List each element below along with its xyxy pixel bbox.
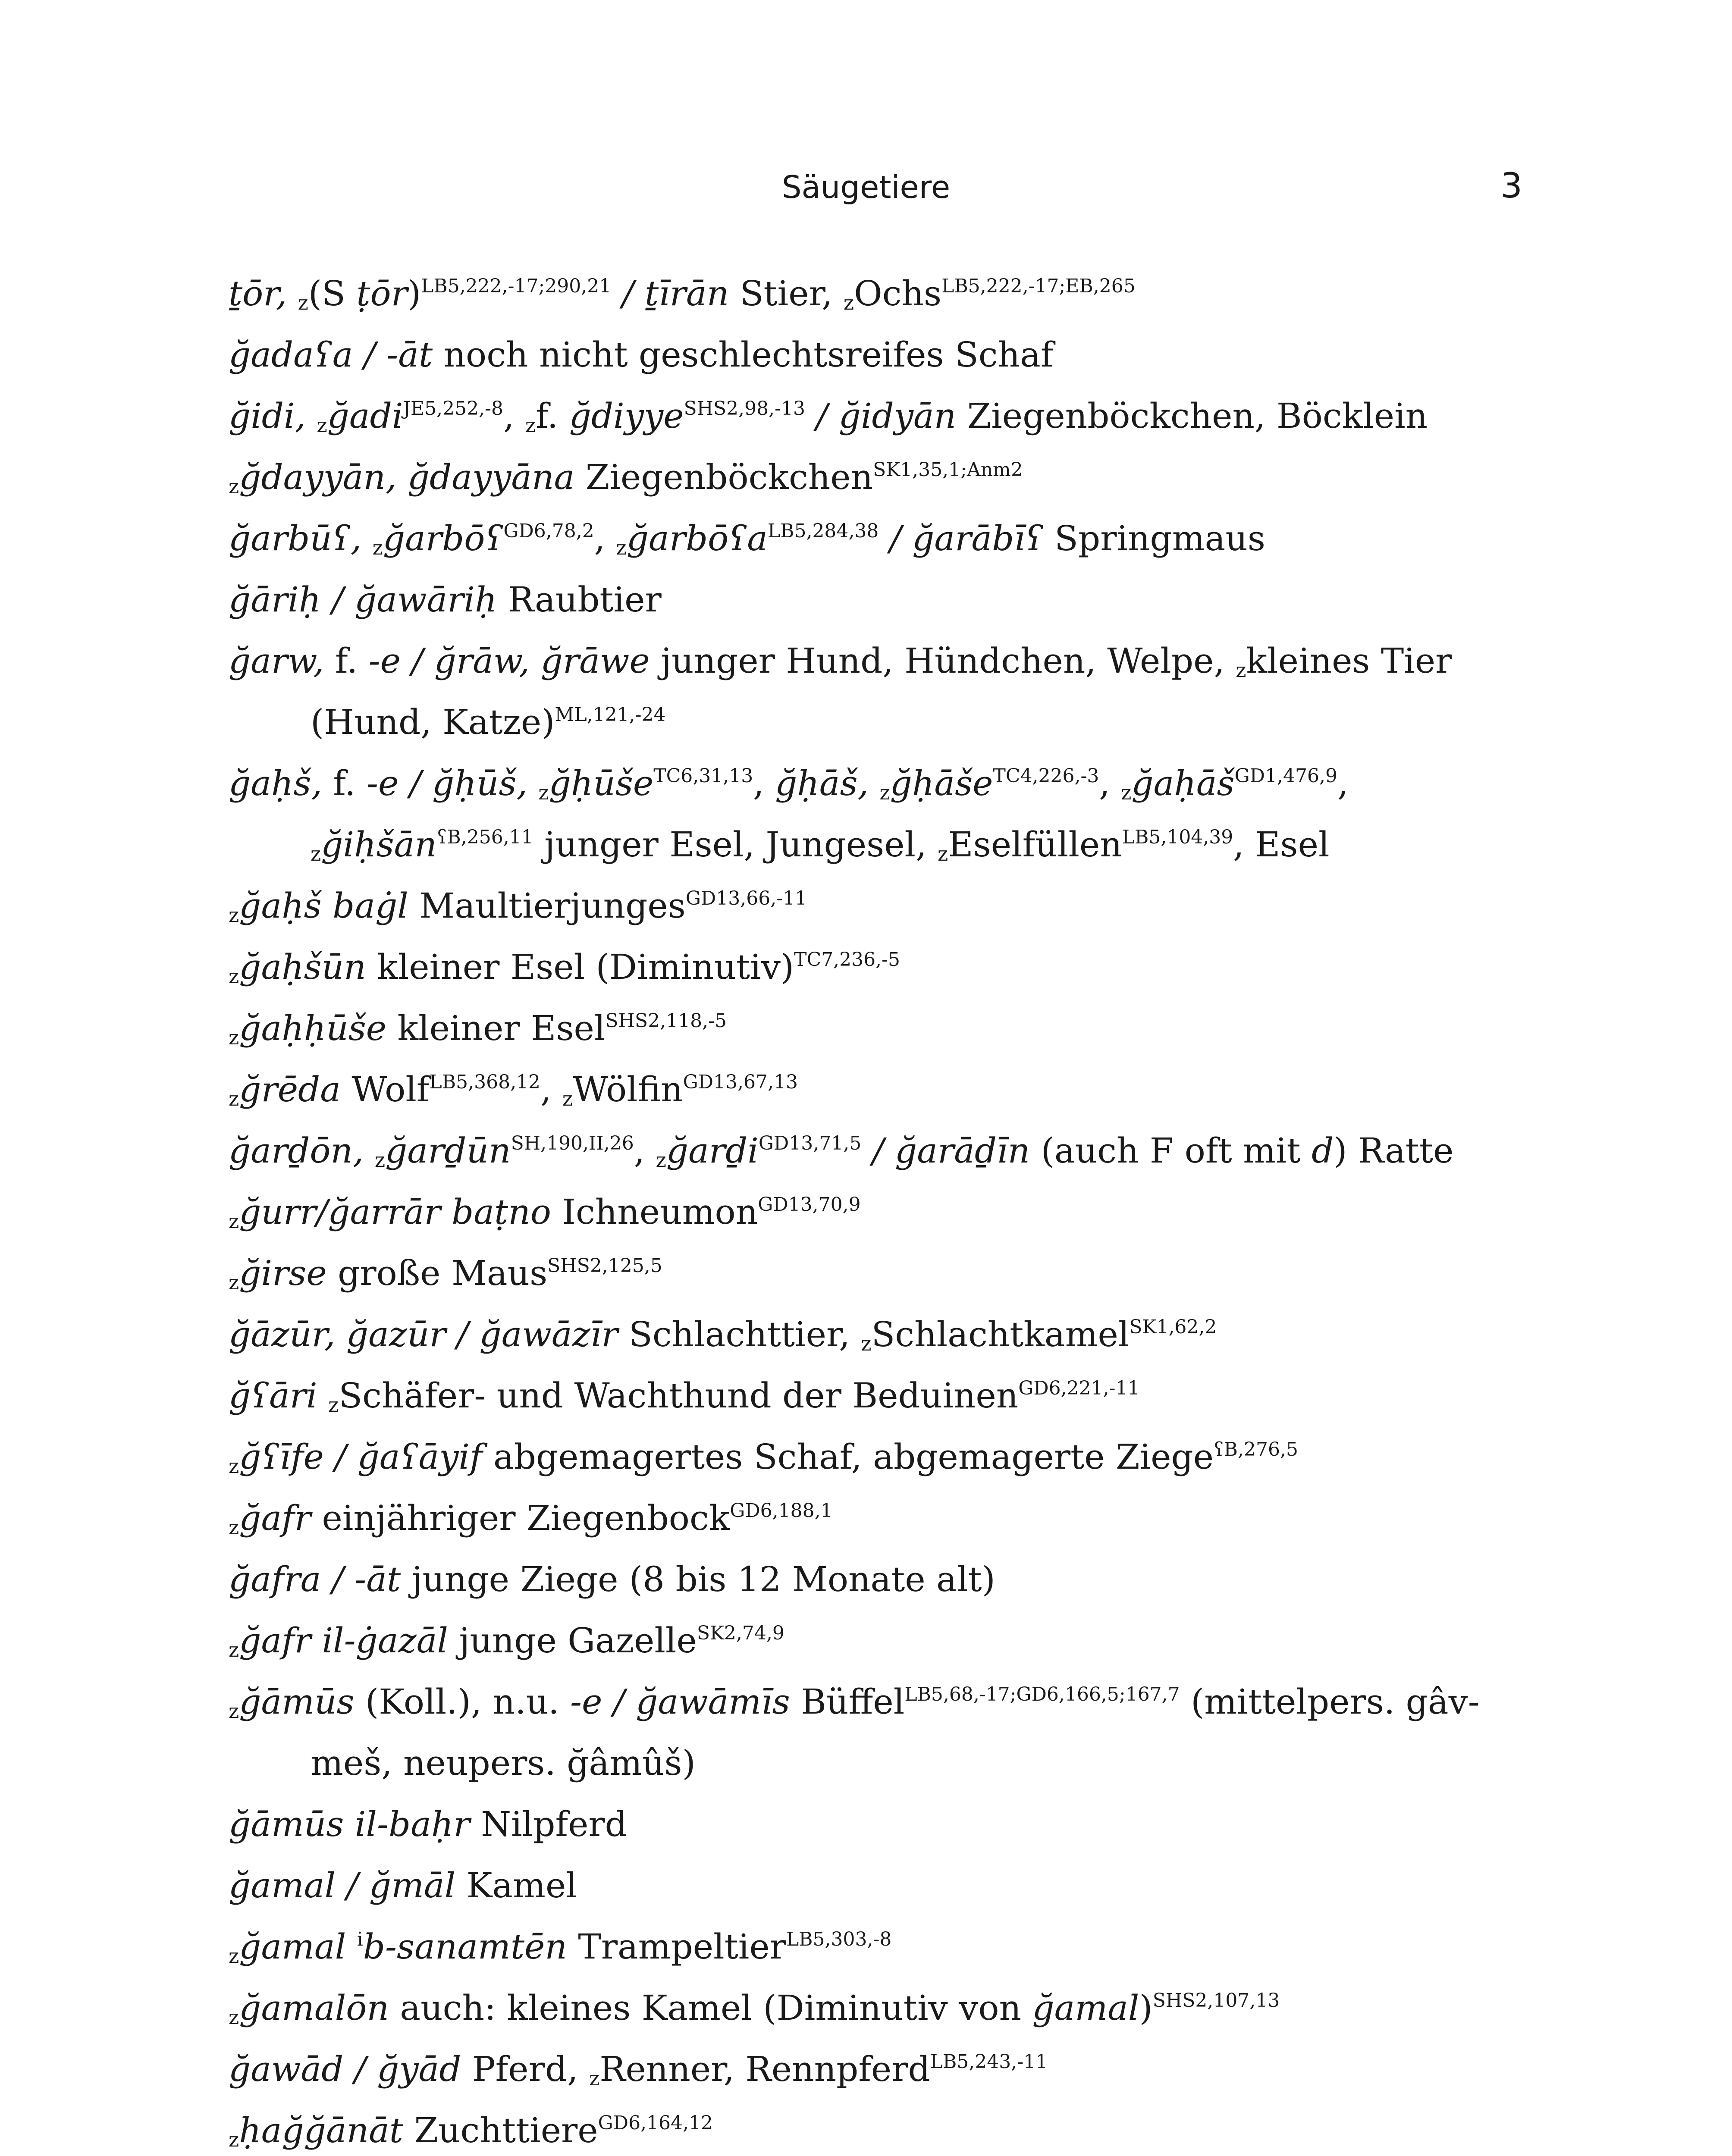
headword-text: ğarḏōn, [229, 1131, 375, 1171]
gloss-text: , [634, 1131, 656, 1171]
dictionary-entry [229, 1977, 1505, 2039]
gloss-text: Schlachttier, [618, 1314, 861, 1354]
source-reference: SH,190,II,26 [511, 1132, 634, 1154]
headword-text: ğarḏūn [385, 1131, 511, 1171]
dictionary-entry [229, 1794, 1505, 1855]
dictionary-entry [229, 1365, 1505, 1426]
headword-text: / ğarābīʕ [879, 518, 1044, 558]
dialect-marker: z [229, 1516, 239, 1539]
headword-text: ğaḥš, [229, 763, 333, 803]
source-reference: GD6,188,1 [730, 1500, 833, 1522]
source-reference: LB5,303,-8 [786, 1928, 892, 1950]
source-reference: LB5,368,12 [429, 1071, 541, 1093]
source-reference: LB5,222,-17;290,21 [421, 275, 612, 297]
gloss-text: f. [536, 396, 569, 436]
headword-text: -e / ğawāmīs [570, 1682, 790, 1722]
source-reference: GD6,78,2 [503, 520, 594, 542]
dialect-marker: z [843, 291, 854, 314]
headword-text: ğāriḥ / ğawāriḥ [229, 580, 497, 620]
headword-text: ṯōr, [229, 273, 298, 313]
headword-text: ğafr il-ġazāl [239, 1620, 448, 1661]
source-reference: GD13,71,5 [758, 1132, 862, 1154]
source-reference: LB5,243,-11 [930, 2051, 1048, 2073]
gloss-text: ) Ratte [1334, 1131, 1454, 1171]
gloss-text: noch nicht geschlechtsreifes Schaf [433, 335, 1054, 375]
dictionary-entries [229, 263, 1505, 2156]
gloss-text: Nilpferd [470, 1804, 627, 1844]
dictionary-entry [229, 937, 1505, 998]
gloss-text: (mittelpers. gâv-meš, neupers. ğâmûš) [311, 1682, 1480, 1783]
dialect-marker: z [317, 414, 327, 437]
dictionary-entry [229, 1549, 1505, 1610]
dialect-marker: z [374, 1148, 386, 1172]
dictionary-entry [229, 1120, 1505, 1181]
source-reference: GD6,221,-11 [1018, 1377, 1140, 1399]
source-reference: LB5,284,38 [767, 520, 879, 542]
dialect-marker: z [589, 2067, 600, 2090]
headword-text: ğdiyye [569, 396, 684, 436]
gloss-text: Ziegenböckchen, Böcklein [956, 396, 1428, 436]
headword-text: ğaḥḥūše [239, 1008, 387, 1048]
headword-text: ğḥāše [890, 763, 993, 803]
gloss-text: große Maus [326, 1253, 548, 1293]
dictionary-entry [229, 447, 1505, 508]
source-reference: GD1,476,9 [1234, 765, 1337, 787]
dialect-marker: z [311, 842, 321, 865]
dictionary-entry [229, 569, 1505, 630]
headword-text: ğarw, [229, 641, 335, 681]
dialect-marker: z [229, 1699, 239, 1723]
gloss-text: Schäfer- und Wachthund der Beduinen [339, 1376, 1019, 1416]
source-reference: i [357, 1928, 363, 1950]
headword-text: ğʕīfe / ğaʕāyif [239, 1437, 483, 1477]
dictionary-entry [229, 630, 1505, 753]
gloss-text: einjähriger Ziegenbock [311, 1498, 730, 1538]
headword-text: ğaḥšūn [239, 947, 366, 987]
gloss-text: Eselfüllen [948, 824, 1122, 865]
gloss-text: Kamel [455, 1865, 577, 1905]
dictionary-entry [229, 1304, 1505, 1365]
source-reference: ML,121,-24 [555, 704, 666, 726]
headword-text: ğafra / -āt [229, 1559, 401, 1599]
gloss-text: kleines Tier (Hund, Katze) [311, 641, 1452, 742]
dictionary-entry [229, 1059, 1505, 1120]
dialect-marker: z [656, 1148, 666, 1172]
gloss-text: Büffel [790, 1682, 905, 1722]
dictionary-entry [229, 1426, 1505, 1488]
dialect-marker: z [1121, 781, 1132, 804]
dictionary-entry [229, 1488, 1505, 1549]
gloss-text: , [540, 1069, 562, 1109]
headword-text: ğidi, [229, 396, 317, 436]
source-reference: SHS2,118,-5 [605, 1010, 727, 1032]
dictionary-entry [229, 753, 1505, 875]
dialect-marker: z [229, 965, 239, 988]
dialect-marker: z [229, 1454, 239, 1478]
headword-text: / ğarāḏīn [861, 1131, 1030, 1171]
source-reference: SK1,35,1;Anm2 [873, 459, 1023, 481]
headword-text: ğrēda [239, 1069, 341, 1109]
gloss-text: kleiner Esel (Diminutiv) [366, 947, 794, 987]
headword-text: ğāmūs il-baḥr [229, 1804, 470, 1844]
dialect-marker: z [229, 1944, 239, 1968]
gloss-text: f. [335, 641, 369, 681]
headword-text: ğḥūše [549, 763, 654, 803]
gloss-text [317, 1376, 328, 1416]
headword-text: ğʕāri [229, 1376, 317, 1416]
dictionary-entry [229, 1855, 1505, 1916]
source-reference: TC4,226,-3 [993, 765, 1099, 787]
gloss-text: Zuchttiere [403, 2110, 598, 2150]
gloss-text: Springmaus [1043, 518, 1265, 558]
gloss-text: Ochs [854, 273, 942, 313]
source-reference: ʕB,276,5 [1214, 1438, 1298, 1460]
headword-text: / ğidyān [805, 396, 957, 436]
headword-text: ğamal [239, 1927, 357, 1967]
gloss-text: Wölfin [573, 1069, 683, 1109]
headword-text: ğarbōʕ [383, 518, 504, 558]
gloss-text: (auch F oft mit [1030, 1131, 1312, 1171]
dialect-marker: z [229, 2128, 239, 2151]
dictionary-entry [229, 263, 1505, 324]
gloss-text: Renner, Rennpferd [599, 2049, 930, 2089]
source-reference: LB5,222,-17;EB,265 [941, 275, 1136, 297]
source-reference: ʕB,256,11 [436, 826, 533, 848]
dictionary-entry [229, 324, 1505, 385]
gloss-text: Maultierjunges [408, 886, 686, 926]
headword-text: ğawād / ğyād [229, 2049, 461, 2089]
headword-text: -e / ğḥūš, [366, 763, 539, 803]
dialect-marker: z [229, 1210, 239, 1233]
gloss-text: (Koll.), n.u. [354, 1682, 571, 1722]
dialect-marker: z [937, 842, 948, 865]
gloss-text: Pferd, [461, 2049, 589, 2089]
headword-text: ğḥāš, [775, 763, 880, 803]
headword-text: ğadi [327, 396, 403, 436]
dictionary-entry [229, 1243, 1505, 1304]
running-header: Säugetiere [781, 169, 951, 205]
dictionary-entry [229, 1671, 1505, 1794]
headword-text: ğafr [239, 1498, 311, 1538]
source-reference: SHS2,98,-13 [684, 398, 805, 420]
dictionary-entry [229, 1610, 1505, 1671]
dictionary-entry [229, 2039, 1505, 2100]
dictionary-entry [229, 2100, 1505, 2156]
gloss-text: , [753, 763, 775, 803]
headword-text: ḥağğānāt [239, 2110, 403, 2150]
dialect-marker: z [298, 291, 308, 314]
gloss-text: , [1099, 763, 1121, 803]
gloss-text: junge Gazelle [448, 1620, 697, 1661]
dictionary-entry [229, 508, 1505, 569]
headword-text: ğāmūs [239, 1682, 355, 1722]
dictionary-entry [229, 385, 1505, 447]
headword-text: ğdayyān, ğdayyāna [239, 457, 575, 497]
headword-text: ğāzūr, ğazūr / ğawāzīr [229, 1314, 618, 1354]
gloss-text: auch: kleines Kamel (Diminutiv von [389, 1988, 1032, 2028]
gloss-text: Stier, [729, 273, 844, 313]
gloss-text: ) [407, 273, 421, 313]
headword-text: ğurr/ğarrār baṭno [239, 1192, 551, 1232]
headword-text: ṭōr [356, 273, 408, 313]
headword-text: ğiḥšān [321, 824, 437, 865]
source-reference: TC7,236,-5 [794, 949, 900, 971]
headword-text: ğirse [239, 1253, 327, 1293]
headword-text: ğarḏi [666, 1131, 759, 1171]
dialect-marker: z [861, 1332, 872, 1355]
gloss-text: junger Hund, Hündchen, Welpe, [650, 641, 1236, 681]
dialect-marker: z [229, 1026, 239, 1049]
dialect-marker: z [229, 2006, 239, 2029]
headword-text: ğaḥš baġl [239, 886, 408, 926]
source-reference: SHS2,107,13 [1152, 1990, 1280, 2012]
dialect-marker: z [229, 1087, 239, 1110]
headword-text: ğaḥāš [1131, 763, 1235, 803]
gloss-text: Raubtier [497, 580, 662, 620]
gloss-text: Wolf [340, 1069, 430, 1109]
dictionary-entry [229, 875, 1505, 937]
gloss-text: , [1337, 763, 1349, 803]
dialect-marker: z [372, 536, 383, 559]
source-reference: SK1,62,2 [1129, 1316, 1217, 1338]
gloss-text: abgemagertes Schaf, abgemagerte Ziege [482, 1437, 1214, 1477]
source-reference: TC6,31,13 [653, 765, 753, 787]
dictionary-entry [229, 1181, 1505, 1243]
headword-text: d [1312, 1131, 1334, 1171]
source-reference: LB5,68,-17;GD6,166,5;167,7 [904, 1683, 1180, 1705]
headword-text: ğamal / ğmāl [229, 1865, 456, 1905]
dialect-marker: z [229, 1271, 239, 1294]
dialect-marker: z [1236, 658, 1246, 682]
gloss-text: Ichneumon [551, 1192, 758, 1232]
dialect-marker: z [229, 1638, 239, 1661]
dialect-marker: z [879, 781, 890, 804]
dictionary-entry [229, 998, 1505, 1059]
dialect-marker: z [562, 1087, 573, 1110]
dialect-marker: z [616, 536, 627, 559]
source-reference: SHS2,125,5 [547, 1255, 662, 1277]
gloss-text: Schlachtkamel [871, 1314, 1130, 1354]
source-reference: SK2,74,9 [697, 1622, 784, 1644]
gloss-text: ) [1139, 1988, 1153, 2028]
dialect-marker: z [525, 414, 536, 437]
source-reference: GD13,70,9 [758, 1194, 861, 1216]
page-number: 3 [1500, 166, 1522, 206]
headword-text: ğamal [1032, 1988, 1139, 2028]
headword-text: b-sanamtēn [363, 1927, 567, 1967]
headword-text: -e / ğrāw, ğrāwe [368, 641, 650, 681]
gloss-text: kleiner Esel [386, 1008, 606, 1048]
source-reference: GD6,164,12 [598, 2112, 713, 2134]
gloss-text: , [503, 396, 525, 436]
gloss-text: junge Ziege (8 bis 12 Monate alt) [401, 1559, 995, 1599]
dictionary-entry [229, 1916, 1505, 1977]
source-reference: GD13,66,-11 [685, 887, 807, 909]
headword-text: ğamalōn [239, 1988, 389, 2028]
dialect-marker: z [328, 1393, 339, 1416]
gloss-text: (S [308, 273, 357, 313]
gloss-text: , [594, 518, 616, 558]
source-reference: JE5,252,-8 [403, 398, 503, 420]
gloss-text: , Esel [1233, 824, 1330, 865]
gloss-text: junger Esel, Jungesel, [533, 824, 938, 865]
headword-text: ğarbūʕ, [229, 518, 373, 558]
gloss-text: f. [333, 763, 367, 803]
dialect-marker: z [229, 475, 239, 498]
headword-text: ğarbōʕa [626, 518, 768, 558]
source-reference: LB5,104,39 [1122, 826, 1233, 848]
headword-text: ğadaʕa / -āt [229, 335, 433, 375]
headword-text: / ṯīrān [611, 273, 729, 313]
dialect-marker: z [229, 903, 239, 927]
source-reference: GD13,67,13 [683, 1071, 798, 1093]
gloss-text: Ziegenböckchen [574, 457, 873, 497]
gloss-text: Trampeltier [567, 1927, 786, 1967]
dialect-marker: z [538, 781, 549, 804]
